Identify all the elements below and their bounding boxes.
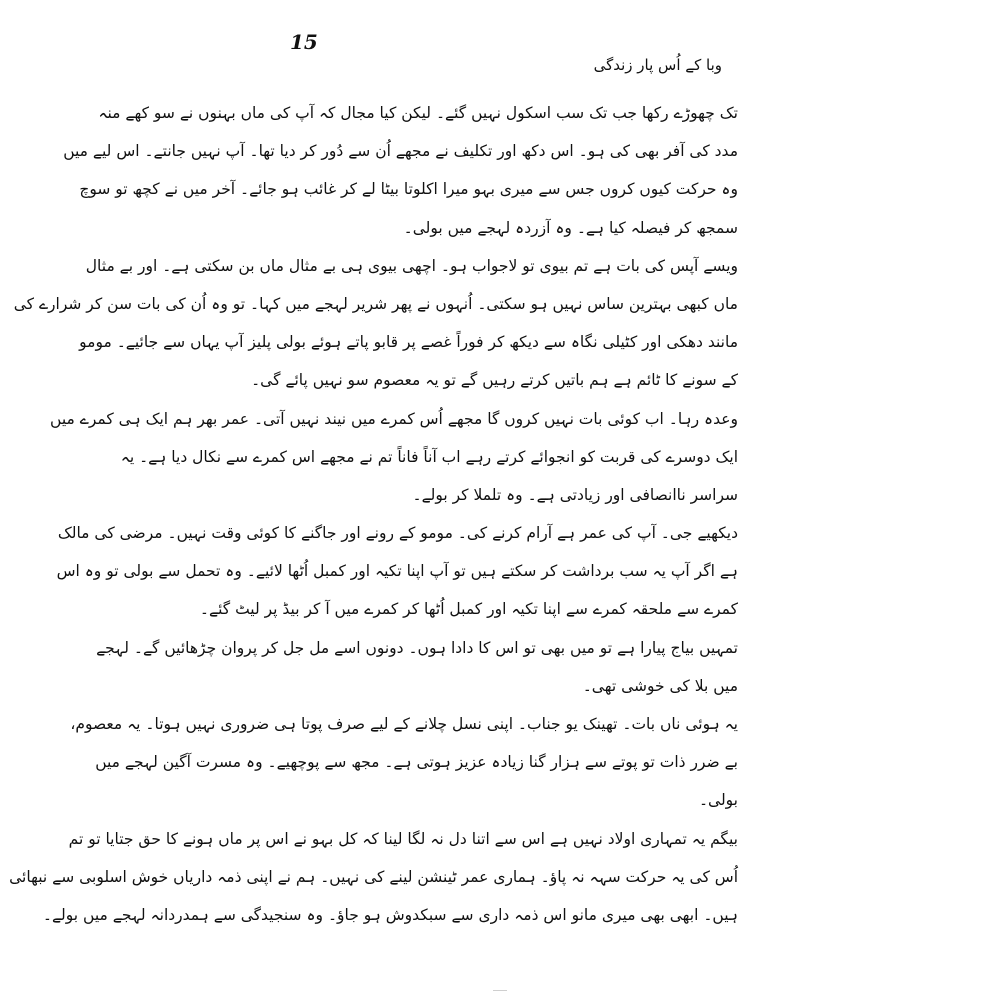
text-line: مدد کی آفر بھی کی ہو۔ اس دکھ اور تکلیف نے مجھے اُن سے دُور کر دیا تھا۔ آپ نہیں جانتے۔ اس لیے میں (63, 142, 738, 161)
text-line: بولی۔ (698, 791, 738, 810)
text-line: مانند دھکی اور کٹیلی نگاہ سے دیکھ کر فوراً غصے پر قابو پاتے ہوئے بولی پلیز آپ یہاں سے جائیے۔ مومو (79, 333, 738, 352)
body-text (9, 94, 738, 934)
page-number: 15 (290, 30, 318, 54)
text-line: وہ حرکت کیوں کروں جس سے میری بہو میرا اکلوتا بیٹا لے کر غائب ہو جائے۔ آخر میں نے کچھ تو سوچ (79, 180, 738, 199)
text-line: بے ضرر ذات تو پوتے سے ہزار گنا زیادہ عزیز ہوتی ہے۔ مجھ سے پوچھیے۔ وہ مسرت آگین لہجے میں (95, 753, 738, 772)
text-line: سمجھ کر فیصلہ کیا ہے۔ وہ آزردہ لہجے میں بولی۔ (403, 218, 738, 237)
text-line: بیگم یہ تمہاری اولاد نہیں ہے اس سے اتنا دل نہ لگا لینا کہ کل بہو نے اس پر ماں ہونے کا حق جتایا تو تم (68, 829, 738, 848)
text-line: میں بلا کی خوشی تھی۔ (582, 676, 738, 695)
text-line: اُس کی یہ حرکت سہہ نہ پاؤ۔ ہماری عمر ٹینشن لینے کی نہیں۔ ہم نے اپنی ذمہ داریاں خوش اسلوبی سے نبھائی (9, 867, 738, 886)
text-line: ہے اگر آپ یہ سب برداشت کر سکتے ہیں تو آپ اپنا تکیہ اور کمبل اُٹھا لائیے۔ وہ تحمل سے بولی تو وہ اس (56, 562, 738, 581)
page-bottom-mark (493, 990, 507, 994)
text-line: کمرے سے ملحقہ کمرے سے اپنا تکیہ اور کمبل اُٹھا کر کمرے میں آ کر بیڈ پر لیٹ گئے۔ (199, 600, 738, 619)
text-line: تک چھوڑے رکھا جب تک سب اسکول نہیں گئے۔ لیکن کیا مجال کہ آپ کی ماں بہنوں نے سو کھے منہ (98, 104, 738, 122)
text-line: ایک دوسرے کی قربت کو انجوائے کرتے رہے اب آناً فاناً تم نے مجھے اس کمرے سے نکال دیا ہے۔ یہ (120, 447, 738, 466)
text-line: دیکھیے جی۔ آپ کی عمر ہے آرام کرنے کی۔ مومو کے رونے اور جاگنے کا کوئی وقت نہیں۔ مرضی کی مالک (57, 524, 738, 543)
text-line: ہیں۔ ابھی بھی میری مانو اس ذمہ داری سے سبکدوش ہو جاؤ۔ وہ سنجیدگی سے ہمدردانہ لہجے میں بولے۔ (42, 905, 738, 924)
running-header: وبا کے اُس پار زندگی (593, 56, 722, 74)
text-line: وعدہ رہا۔ اب کوئی بات نہیں کروں گا مجھے اُس کمرے میں نیند نہیں آتی۔ عمر بھر ہم ایک ہی کمرے میں (50, 409, 738, 428)
text-line: ویسے آپس کی بات ہے تم بیوی تو لاجواب ہو۔ اچھی بیوی ہی بے مثال ماں بن سکتی ہے۔ اور بے مثال (85, 256, 738, 275)
text-line: تمہیں بیاج پیارا ہے تو میں بھی تو اس کا دادا ہوں۔ دونوں اسے مل جل کر پروان چڑھائیں گے۔ لہجے (96, 638, 738, 657)
text-line: سراسر ناانصافی اور زیادتی ہے۔ وہ تلملا کر بولے۔ (412, 485, 738, 504)
text-line: یہ ہوئی ناں بات۔ تھینک یو جناب۔ اپنی نسل چلانے کے لیے صرف پوتا ہی ضروری نہیں ہوتا۔ یہ معصوم، (70, 715, 738, 733)
text-line: کے سونے کا ٹائم ہے ہم باتیں کرتے رہیں گے تو یہ معصوم سو نہیں پائے گی۔ (251, 371, 738, 390)
text-line: ماں کبھی بہترین ساس نہیں ہو سکتی۔ اُنہوں نے پھر شریر لہجے میں کہا۔ تو وہ اُن کی بات سن کر شرارے کی (13, 294, 738, 313)
